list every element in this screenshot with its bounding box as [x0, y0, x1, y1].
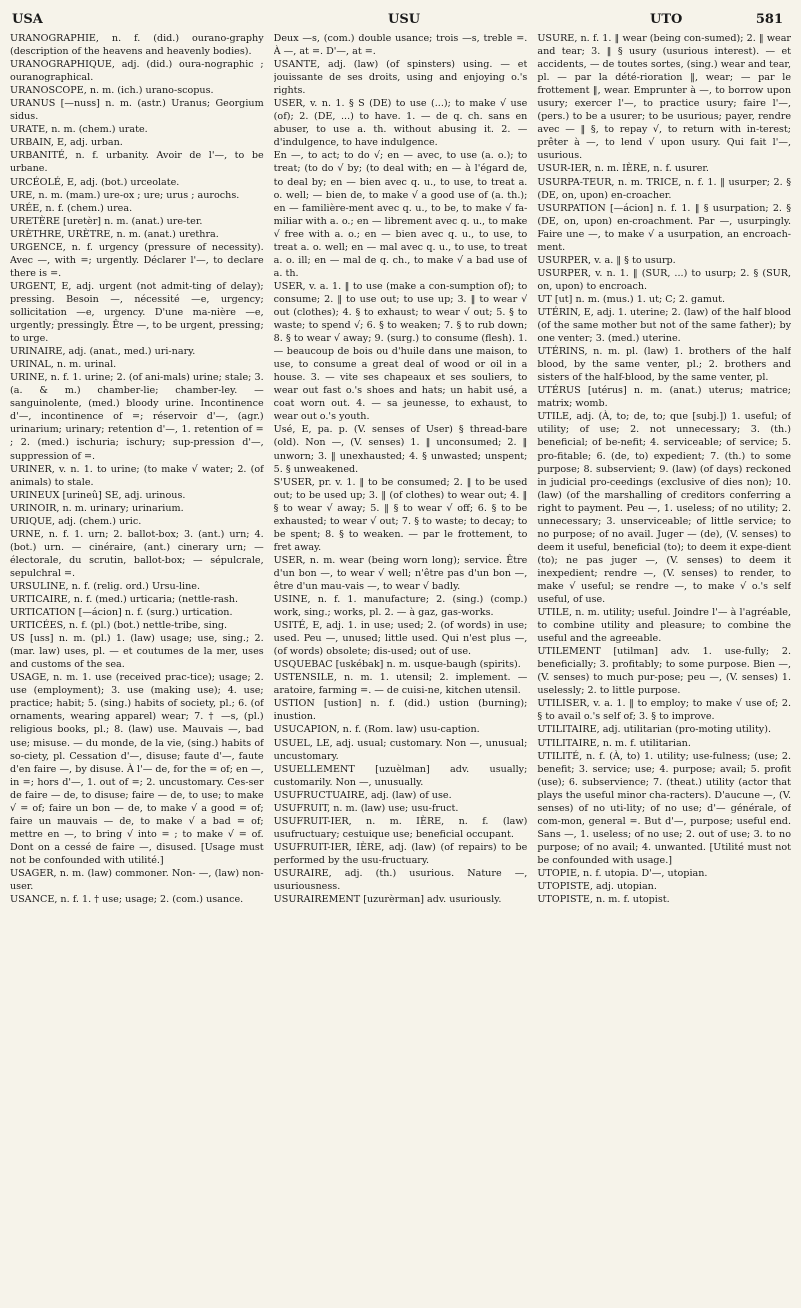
dictionary-entry: UT [ut] n. m. (mus.) 1. ut; C; 2. gamut. [537, 293, 726, 305]
dictionary-entry: UTILEMENT [utilman] adv. 1. use-fully; 2. beneficially; 3. profitably; to some purpose. Bien —, (V. senses) to much pur-pose; peu —, (V. senses) 1. uselessly; 2. to little purpose. [537, 646, 791, 697]
dictionary-entry: USAGER, n. m. (law) commoner. Non- —, (law) non-user. [10, 868, 264, 893]
dictionary-entry: URINOIR, n. m. urinary; urinarium. [10, 502, 184, 514]
dictionary-entry: URSULINE, n. f. (relig. ord.) Ursu-line. [10, 580, 200, 592]
dictionary-entry: USURE, n. f. 1. ‖ wear (being con-sumed); 2. ‖ wear and tear; 3. ‖ § usury (usurious interest). — et accidents, — de toutes sortes, (sing.) wear and tear, pl. — par la dété-rioration ‖, wear; — par le frottement ‖, wear. Emprunter à —, to borrow upon usury; exercer l'—, to practice usury; faire l'—, (pers.) to be a usurer; to be usurious; payer, rendre avec — ‖ §, to repay √, to return with in-terest; prêter à —, to lend √ upon usury. Qui fait l'—, usurious. [537, 33, 791, 162]
dictionary-entry: USURAIREMENT [uzurèrman] adv. usuriously. [273, 894, 502, 906]
dictionary-entry: UTÉRINS, n. m. pl. (law) 1. brothers of the half blood, by the same venter, pl.; 2. brothers and sisters of the half-blood, by the same venter, pl. [537, 346, 791, 384]
dictionary-entry: URINAIRE, adj. (anat., med.) uri-nary. [10, 346, 196, 358]
dictionary-entry: USINE, n. f. 1. manufacture; 2. (sing.) (comp.) work, sing.; works, pl. 2. — à gaz, gas-works. [273, 594, 528, 619]
dictionary-entry: USURPATION [—ácion] n. f. 1. ‖ § usurpation; 2. § (DE, on, upon) en-croachment. Par —, usurpingly. Faire une —, to make √ a usurpation, an encroach-ment. [537, 202, 791, 253]
dictionary-entry: USURPER, v. a. ‖ § to usurp. [537, 254, 676, 266]
center-guide-word: USU [388, 12, 421, 27]
dictionary-entry: US [uss] n. m. (pl.) 1. (law) usage; use, sing.; 2. (mar. law) uses, pl. — et coutumes de la mer, uses and customs of the sea. [10, 633, 264, 671]
dictionary-entry: USUFRUIT-IER, n. m. IÈRE, n. f. (law) usufructuary; cestuique use; beneficial occupant. [273, 815, 528, 840]
dictionary-entry: URTICATION [—ácion] n. f. (surg.) urtication. [10, 607, 233, 619]
dictionary-entry: UTILISER, v. a. 1. ‖ to employ; to make √ use of; 2. § to avail o.'s self of; 3. § to improve. [537, 698, 791, 723]
page-header [10, 12, 791, 32]
dictionary-entry: USER, v. n. 1. § S (DE) to use (...); to make √ use (of); 2. (DE, ...) to have. 1. — de q. ch. sans en abuser, to use a. th. without abusing it. 2. — d'indulgence, to have indulgence. [273, 98, 528, 149]
dictionary-entry: URTICAIRE, n. f. (med.) urticaria; (nettle-rash. [10, 594, 238, 606]
dictionary-entry: URTICÉES, n. f. (pl.) (bot.) nettle-tribe, sing. [10, 620, 228, 632]
dictionary-entry: URANOSCOPE, n. m. (ich.) urano-scopus. [10, 85, 214, 97]
dictionary-entry: USUCAPION, n. f. (Rom. law) usu-caption. [273, 724, 480, 736]
dictionary-entry: UTÉRUS [utérus] n. m. (anat.) uterus; matrice; matrix; womb. [537, 385, 791, 410]
dictionary-entry: UTILE, adj. (À, to; de, to; que [subj.]) 1. useful; of utility; of use; 2. not unnecessary; 3. (th.) beneficial; of be-nefit; 4. serviceable; of service; 5. pro-fitable; 6. (de, to) expedient; 7. (th.) to some purpose; 8. subservient; 9. (law) (of days) reckoned in judicial pro-ceedings (exclusive of dies non); 10. (law) (of the marshalling of creditors conferring a right to payment. Peu —, 1. useless; of no utility; 2. unnecessary; 3. unserviceable; of little service; to no purpose; of no avail. Juger — (de), (V. senses) to deem it useful, beneficial (to); to deem it expe-dient (to); ne pas juger —, (V. senses) to deem it inexpedient; rendre —, (V. senses) to render, to make √ useful; se rendre —, to make √ o.'s self useful, of use. [537, 411, 791, 606]
dictionary-entry: URCÉOLÉ, E, adj. (bot.) urceolate. [10, 176, 180, 188]
dictionary-entry: USTENSILE, n. m. 1. utensil; 2. implement. — aratoire, farming =. — de cuisi-ne, kitchen utensil. [273, 672, 528, 697]
dictionary-entry: URANUS [—nuss] n. m. (astr.) Uranus; Georgium sidus. [10, 98, 264, 123]
dictionary-entry: USAGE, n. m. 1. use (received prac-tice); usage; 2. use (employment); 3. use (making use); 4. use; practice; habit; 5. (sing.) habits of society, pl.; 6. (of ornaments, wearing apparel) wear; 7. † —s, (pl.) religious books, pl.; 8. (law) use. Mauvais —, bad use; misuse. — du monde, de la vie, (sing.) habits of so-ciety, pl. Cessation d'—, disuse; faute d'—, faute d'en faire —, by disuse. À l'— de, for the = of; en —, in =; hors d'—, 1. out of =; 2. uncustomary. Ces-ser de faire — de, to disuse; faire — de, to use; to make √ = of; faire un bon — de, to make √ a good = of; faire un mauvais — de, to make √ a bad = of; mettre en —, to bring √ into = ; to make √ = of. Dont on a cessé de faire —, disused. [Usage must not be confounded with utilité.] [10, 672, 264, 866]
dictionary-entry: URANOGRAPHIQUE, adj. (did.) oura-nographic ; ouranographical. [10, 59, 264, 84]
dictionary-entry: URINE, n. f. 1. urine; 2. (of ani-mals) urine; stale; 3. (a. & m.) chamber-lie; chamber-ley. — sanguinolente, (med.) bloody urine. Incontinence d'—, incontinence of =; réservoir d'—, (agr.) urinarium; urinary; retention d'—, 1. retention of = ; 2. (med.) ischuria; ischury; sup-pression d'—, suppression of =. [10, 372, 264, 462]
dictionary-entry: UTILE, n. m. utility; useful. Joindre l'— à l'agréable, to combine utility and pleasure; to combine the useful and the agreeable. [537, 607, 791, 645]
dictionary-entry: USUFRUIT, n. m. (law) use; usu-fruct. [273, 802, 459, 814]
dictionary-entry: USUFRUCTUAIRE, adj. (law) of use. [273, 789, 452, 801]
dictionary-entry: USUELLEMENT [uzuèlman] adv. usually; customarily. Non —, unusually. [273, 763, 528, 788]
left-guide-word: USA [12, 12, 43, 27]
dictionary-entry: URINEUX [urineû] SE, adj. urinous. [10, 489, 186, 501]
columns-container [10, 32, 791, 1302]
dictionary-entry: URANOGRAPHIE, n. f. (did.) ourano-graphy (description of the heavens and heavenly bodies). [10, 33, 264, 58]
right-guide-word: UTO [650, 12, 683, 27]
dictionary-entry: UTOPISTE, n. m. f. utopist. [537, 894, 670, 906]
dictionary-entry: USER, v. a. 1. ‖ to use (make a con-sumption of); to consume; 2. ‖ to use out; to use up; 3. ‖ to wear √ out (clothes); 4. § to exhaust; to wear √ out; 5. § to waste; to spend √; 6. § to weaken; 7. § to rub down; 8. § to wear √ away; 9. (surg.) to consume (flesh). 1. — beaucoup de bois ou d'huile dans une maison, to use, to consume a great deal of wood or oil in a house. 3. — vite ses chapeaux et ses souliers, to wear out fast o.'s shoes and hats; un habit usé, a coat worn out. 4. — sa jeunesse, to exhaust, to wear out o.'s youth. [273, 280, 528, 423]
dictionary-entry: UTOPIE, n. f. utopia. D'—, utopian. [537, 868, 708, 879]
column-right [537, 32, 791, 1302]
dictionary-entry: USURPER, v. n. 1. ‖ (SUR, ...) to usurp; 2. § (SUR, on, upon) to encroach. [537, 267, 791, 292]
dictionary-entry: URBAIN, E, adj. urban. [10, 137, 123, 149]
dictionary-entry: UTILITAIRE, n. m. f. utilitarian. [537, 737, 691, 749]
dictionary-entry: USANTE, adj. (law) (of spinsters) using. — et jouissante de ses droits, using and enjoying o.'s rights. [273, 59, 528, 97]
dictionary-entry: URATE, n. m. (chem.) urate. [10, 124, 148, 136]
dictionary-entry: USURPA-TEUR, n. m. TRICE, n. f. 1. ‖ usurper; 2. § (DE, on, upon) en-croacher. [537, 176, 791, 201]
dictionary-entry: UTÉRIN, E, adj. 1. uterine; 2. (law) of the half blood (of the same mother but not of the same father); by one venter; 3. (med.) uterine. [537, 306, 791, 345]
dictionary-entry: Usé, E, pa. p. (V. senses of User) § thread-bare (old). Non —, (V. senses) 1. ‖ unconsumed; 2. ‖ unworn; 3. ‖ unexhausted; 4. § unwasted; unspent; 5. § unweakened. [273, 424, 528, 475]
dictionary-entry: USANCE, n. f. 1. † use; usage; 2. (com.) usance. [10, 894, 244, 906]
dictionary-entry: S'USER, pr. v. 1. ‖ to be consumed; 2. ‖ to be used out; to be used up; 3. ‖ (of clothes) to wear out; 4. ‖ § to wear √ away; 5. ‖ § to wear √ off; 6. § to be exhausted; to wear √ out; 7. § to waste; to decay; to be spent; 8. § to weaken. — par le frottement, to fret away. [273, 476, 528, 553]
dictionary-entry: UTILITAIRE, adj. utilitarian (pro-moting utility). [537, 724, 772, 736]
dictionary-entry: URE, n. m. (mam.) ure-ox ; ure; urus ; aurochs. [10, 189, 240, 201]
dictionary-entry: URINER, v. n. 1. to urine; (to make √ water; 2. (of animals) to stale. [10, 463, 264, 488]
dictionary-entry: URÈTHRE, URÈTRE, n. m. (anat.) urethra. [10, 228, 219, 240]
dictionary-entry: USUR-IER, n. m. IÈRE, n. f. usurer. [537, 163, 709, 175]
dictionary-entry: USURAIRE, adj. (th.) usurious. Nature —, usuriousness. [273, 868, 528, 893]
dictionary-entry: URETÈRE [uretèr] n. m. (anat.) ure-ter. [10, 215, 203, 227]
column-middle [274, 32, 528, 1302]
dictionary-entry: Deux —s, (com.) double usance; trois —s, treble =. À —, at =. D'—, at =. [273, 33, 528, 58]
dictionary-entry: UTOPISTE, adj. utopian. [537, 881, 657, 893]
page-number: 581 [755, 12, 783, 27]
dictionary-entry: USITÉ, E, adj. 1. in use; used; 2. (of words) in use; used. Peu —, unused; little used. Qui n'est plus —, (of words) obsolete; dis-used; out of use. [273, 620, 528, 658]
dictionary-entry: USUFRUIT-IER, IÈRE, adj. (law) (of repairs) to be performed by the usu-fructuary. [273, 841, 528, 866]
dictionary-entry: USTION [ustion] n. f. (did.) ustion (burning); inustion. [273, 698, 528, 723]
dictionary-entry: UTILITÉ, n. f. (À, to) 1. utility; use-fulness; (use; 2. benefit; 3. service; use; 4. purpose; avail; 5. profit (use); 6. subservience; 7. (theat.) utility (actor that plays the useful minor cha-racters). D'aucune —, (V. senses) of no uti-lity; of no use; d'— générale, of com-mon, general =. But d'—, purpose; useful end. Sans —, 1. useless; of no use; 2. out of use; 3. to no purpose; of no avail; 4. unwanted. [Utilité must not be confounded with usage.] [537, 750, 791, 866]
dictionary-entry: URNE, n. f. 1. urn; 2. ballot-box; 3. (ant.) urn; 4. (bot.) urn. — cinéraire, (ant.) cinerary urn; — électorale, du scrutin, ballot-box; — sépulcrale, sepulchral =. [10, 528, 264, 579]
dictionary-entry: USQUEBAC [uskébak] n. m. usque-baugh (spirits). [273, 659, 521, 671]
dictionary-entry: URBANITÉ, n. f. urbanity. Avoir de l'—, to be urbane. [10, 150, 264, 175]
dictionary-entry: URINAL, n. m. urinal. [10, 359, 117, 371]
dictionary-entry: USER, n. m. wear (being worn long); service. Être d'un bon —, to wear √ well; n'être pas d'un bon —, être d'un mau-vais —, to wear √ badly. [273, 554, 528, 592]
dictionary-entry: URGENT, E, adj. urgent (not admit-ting of delay); pressing. Besoin —, nécessité —e, urgency; sollicitation —e, urgency. D'une ma-nière —e, urgently; pressingly. Être —, to be urgent, pressing; to urge. [10, 280, 264, 345]
dictionary-entry: URIQUE, adj. (chem.) uric. [10, 515, 142, 527]
dictionary-entry: URÉE, n. f. (chem.) urea. [10, 202, 133, 214]
dictionary-entry: URGENCE, n. f. urgency (pressure of necessity). Avec —, with =; urgently. Déclarer l'—, to declare there is =. [10, 241, 264, 279]
dictionary-entry: En —, to act; to do √; en — avec, to use (a. o.); to treat; (to do √ by; (to deal with; en — à l'égard de, to deal by; en — bien avec q. u., to use, to treat a. o. well; — bien de, to make √ a good use of (a. th.); en — familière-ment avec q. u., to be, to make √ fa-miliar with a. o.; en — librement avec q. u., to make √ free with a. o.; en — bien avec q. u., to use, to treat a. o. well; en — mal avec q. u., to use, to treat a. o. ill; en — mal de q. ch., to make √ a bad use of a. th. [273, 150, 528, 279]
column-left [10, 32, 264, 1302]
dictionary-entry: USUEL, LE, adj. usual; customary. Non —, unusual; uncustomary. [273, 737, 528, 762]
